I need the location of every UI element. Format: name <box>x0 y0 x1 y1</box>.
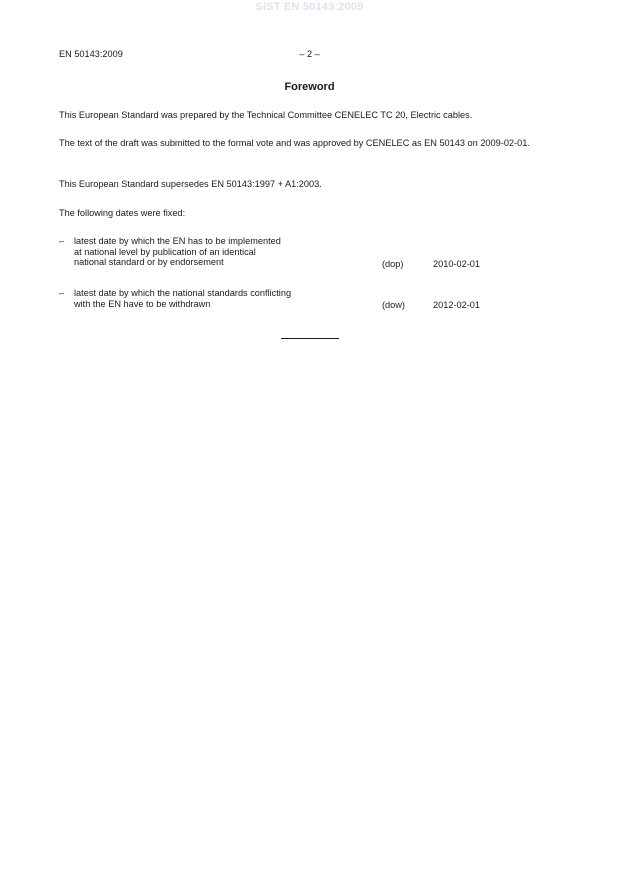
end-rule <box>281 338 339 339</box>
list-dash: – <box>59 288 65 298</box>
page-number: – 2 – <box>299 49 320 59</box>
date-code: (dop) <box>382 259 404 269</box>
date-item-dow <box>59 288 560 310</box>
date-code: (dow) <box>382 300 405 310</box>
date-value: 2012-02-01 <box>433 300 480 310</box>
paragraph-approval: The text of the draft was submitted to the formal vote and was approved by CENELEC as EN 50143 on 2009-02-01. <box>59 138 530 148</box>
date-item-line: latest date by which the national standards conflicting <box>74 288 292 298</box>
date-item-line: latest date by which the EN has to be implemented <box>74 236 281 246</box>
date-item-line: with the EN have to be withdrawn <box>74 298 211 309</box>
watermark: SIST EN 50143:2009 <box>255 1 364 13</box>
date-item-dop <box>59 236 560 268</box>
paragraph-prepared-by: This European Standard was prepared by the Technical Committee CENELEC TC 20, Electric cables. <box>59 110 473 120</box>
date-item-line: national standard or by endorsement <box>74 257 224 267</box>
date-value: 2010-02-01 <box>433 259 480 269</box>
date-item-description <box>74 236 364 268</box>
paragraph-supersedes: This European Standard supersedes EN 50143:1997 + A1:2003. <box>59 179 322 189</box>
date-item-description <box>74 288 364 309</box>
document-id: EN 50143:2009 <box>59 49 123 59</box>
list-dash: – <box>59 236 65 246</box>
paragraph-dates-intro: The following dates were fixed: <box>59 208 186 218</box>
date-item-line: at national level by publication of an identical <box>74 246 256 257</box>
page-title: Foreword <box>284 81 335 93</box>
